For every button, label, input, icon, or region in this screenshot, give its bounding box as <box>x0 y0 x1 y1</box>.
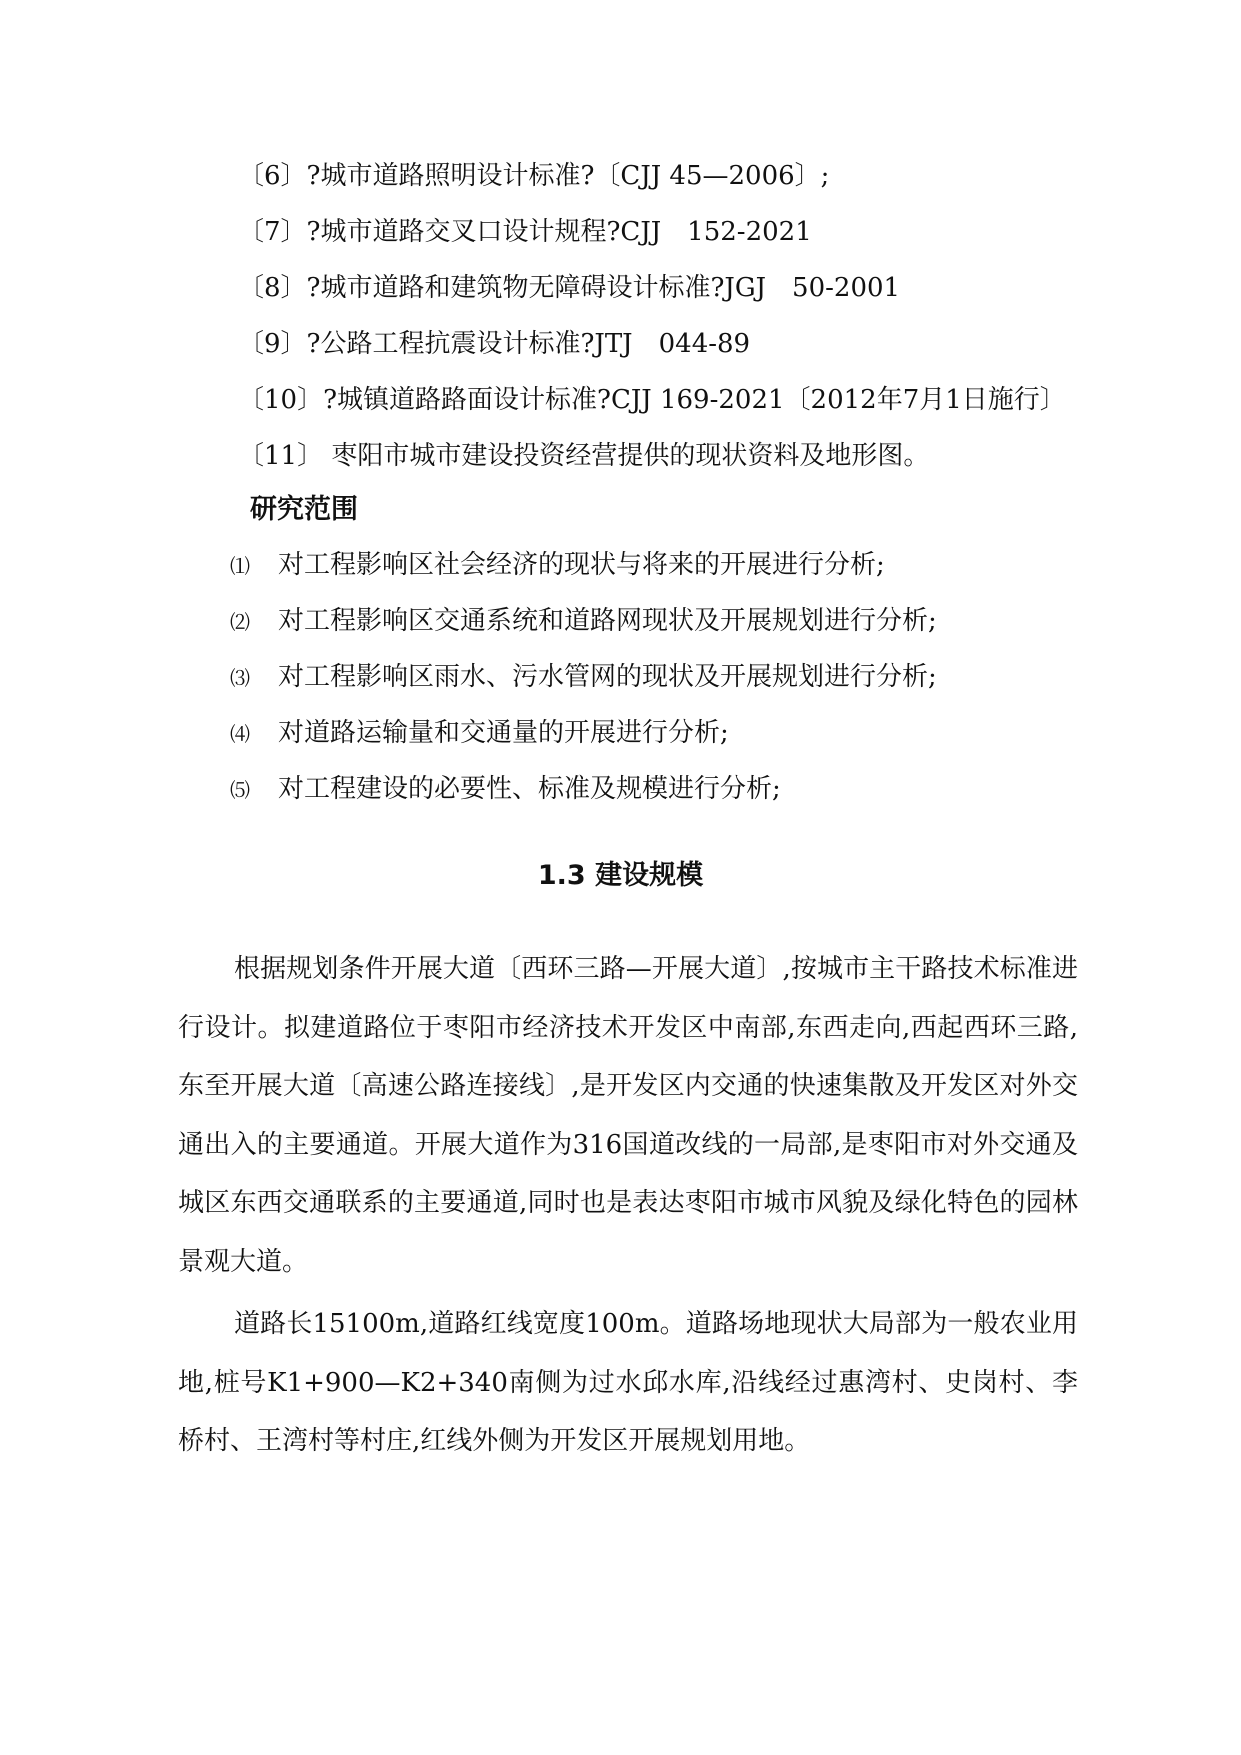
scope-item-text: 对道路运输量和交通量的开展进行分析; <box>278 718 729 748</box>
reference-item: 〔11〕 枣阳市城市建设投资经营提供的现状资料及地形图。 <box>238 441 930 471</box>
scope-item <box>230 705 1130 761</box>
scope-item-number: ⑶ <box>230 666 250 690</box>
body-paragraph: 根据规划条件开展大道〔西环三路—开展大道〕,按城市主干路技术标准进行设计。拟建道路位于枣阳市经济技术开发区中南部,东西走向,西起西环三路,东至开展大道〔高速公路连接线〕,是开发区内交通的快速集散及开发区对外交通出入的主要通道。开展大道作为316国道改线的一局部,是枣阳市对外交通及城区东西交通联系的主要通道,同时也是表达枣阳市城市风貌及绿化特色的园林景观大道。 <box>178 954 1079 1277</box>
body-paragraph: 道路长15100m,道路红线宽度100m。道路场地现状大局部为一般农业用地,桩号K1+900—K2+340南侧为过水邱水库,沿线经过惠湾村、史岗村、李桥村、王湾村等村庄,红线外侧为开发区开展规划用地。 <box>178 1309 1078 1456</box>
scope-item <box>230 537 1130 593</box>
scope-item-text: 对工程建设的必要性、标准及规模进行分析; <box>278 774 781 804</box>
reference-item: 〔6〕?城市道路照明设计标准?〔CJJ 45—2006〕; <box>238 161 830 191</box>
section-body <box>178 940 1078 1475</box>
section-title: 1.3 建设规模 <box>537 860 704 891</box>
scope-item <box>230 761 1130 817</box>
scope-item-number: ⑸ <box>230 778 250 802</box>
scope-list <box>230 537 1130 817</box>
reference-item: 〔10〕?城镇道路路面设计标准?CJJ 169-2021〔2012年7月1日施行〕 <box>238 385 1066 415</box>
scope-heading: 研究范围 <box>250 494 358 525</box>
scope-item <box>230 593 1130 649</box>
reference-item: 〔8〕?城市道路和建筑物无障碍设计标准?JGJ 50-2001 <box>238 273 901 303</box>
scope-item-text: 对工程影响区社会经济的现状与将来的开展进行分析; <box>278 550 885 580</box>
scope-item-text: 对工程影响区雨水、污水管网的现状及开展规划进行分析; <box>278 662 937 692</box>
scope-item-number: ⑵ <box>230 610 250 634</box>
scope-item-text: 对工程影响区交通系统和道路网现状及开展规划进行分析; <box>278 606 937 636</box>
reference-list <box>238 148 1118 484</box>
scope-item-number: ⑴ <box>230 554 250 578</box>
reference-item: 〔9〕?公路工程抗震设计标准?JTJ 044-89 <box>238 329 751 359</box>
reference-item: 〔7〕?城市道路交叉口设计规程?CJJ 152-2021 <box>238 217 812 247</box>
scope-item-number: ⑷ <box>230 722 250 746</box>
scope-item <box>230 649 1130 705</box>
